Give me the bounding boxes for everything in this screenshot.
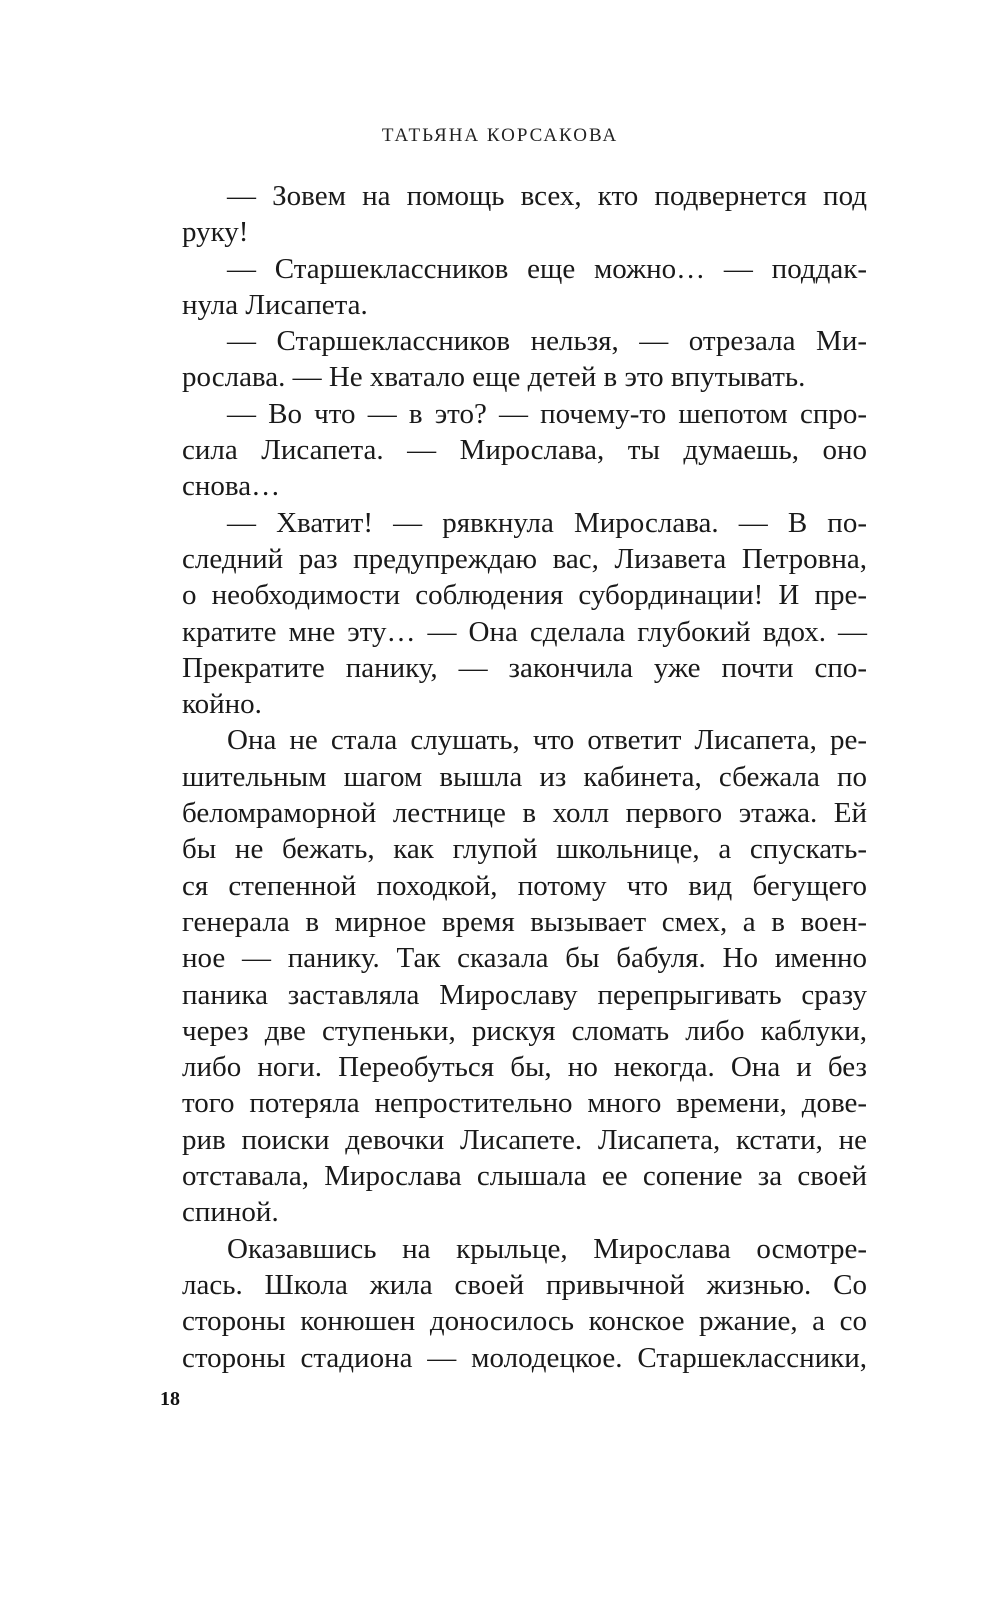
text-line: бы не бежать, как глупой школьнице, а спускать- (182, 833, 867, 866)
text-line: спиной. (182, 1196, 279, 1229)
text-line: Оказавшись на крыльце, Мирослава осмотре- (227, 1232, 867, 1265)
text-line: кратите мне эту… — Она сделала глубокий вдох. — (182, 615, 867, 648)
text-line: лась. Школа жила своей привычной жизнью. Со (182, 1268, 867, 1301)
running-head-author: ТАТЬЯНА КОРСАКОВА (381, 125, 619, 146)
text-line: — Зовем на помощь всех, кто подвернется под (227, 180, 867, 212)
page-number: 18 (160, 1388, 180, 1410)
text-line: — Старшеклассников еще можно… — поддак- (227, 252, 867, 285)
text-line: — Во что — в это? — почему-то шепотом спро- (227, 397, 867, 430)
text-line: Прекратите панику, — закончила уже почти спо- (182, 651, 867, 684)
text-line: стороны стадиона — молодецкое. Старшеклассники, (182, 1341, 867, 1374)
text-line: стороны конюшен доносилось конское ржание, а со (182, 1305, 867, 1338)
text-line: — Старшеклассников нельзя, — отрезала Ми- (227, 325, 867, 358)
text-line: Она не стала слушать, что ответит Лисапета, ре- (227, 724, 867, 757)
text-line: нула Лисапета. (182, 288, 368, 321)
text-line: шительным шагом вышла из кабинета, сбежала по (182, 760, 867, 793)
text-line: ся степенной походкой, потому что вид бегущего (182, 869, 867, 902)
text-line: того потеряла непростительно много времени, дове- (182, 1087, 867, 1120)
text-line: генерала в мирное время вызывает смех, а в воен- (182, 905, 867, 938)
text-line: через две ступеньки, рискуя сломать либо каблуки, (182, 1014, 867, 1047)
text-line: койно. (182, 688, 262, 721)
text-line: сила Лисапета. — Мирослава, ты думаешь, оно (182, 434, 867, 467)
text-line: ное — панику. Так сказала бы бабуля. Но именно (182, 942, 867, 975)
text-line: о необходимости соблюдения субординации! И пре- (182, 579, 867, 612)
body-text (182, 178, 867, 1376)
text-line: отставала, Мирослава слышала ее сопение за своей (182, 1160, 867, 1193)
text-line: беломраморной лестнице в холл первого этажа. Ей (182, 797, 867, 830)
text-line: рослава. — Не хватало еще детей в это впутывать. (182, 361, 806, 394)
text-line: руку! (182, 216, 249, 249)
text-line: снова… (182, 470, 281, 503)
text-line: либо ноги. Переобуться бы, но некогда. Она и без (182, 1051, 867, 1084)
text-line: паника заставляла Мирославу перепрыгивать сразу (182, 978, 867, 1011)
text-line: следний раз предупреждаю вас, Лизавета Петровна, (182, 542, 867, 575)
text-line: рив поиски девочки Лисапете. Лисапета, кстати, не (182, 1123, 867, 1156)
text-line: — Хватит! — рявкнула Мирослава. — В по- (227, 506, 867, 539)
